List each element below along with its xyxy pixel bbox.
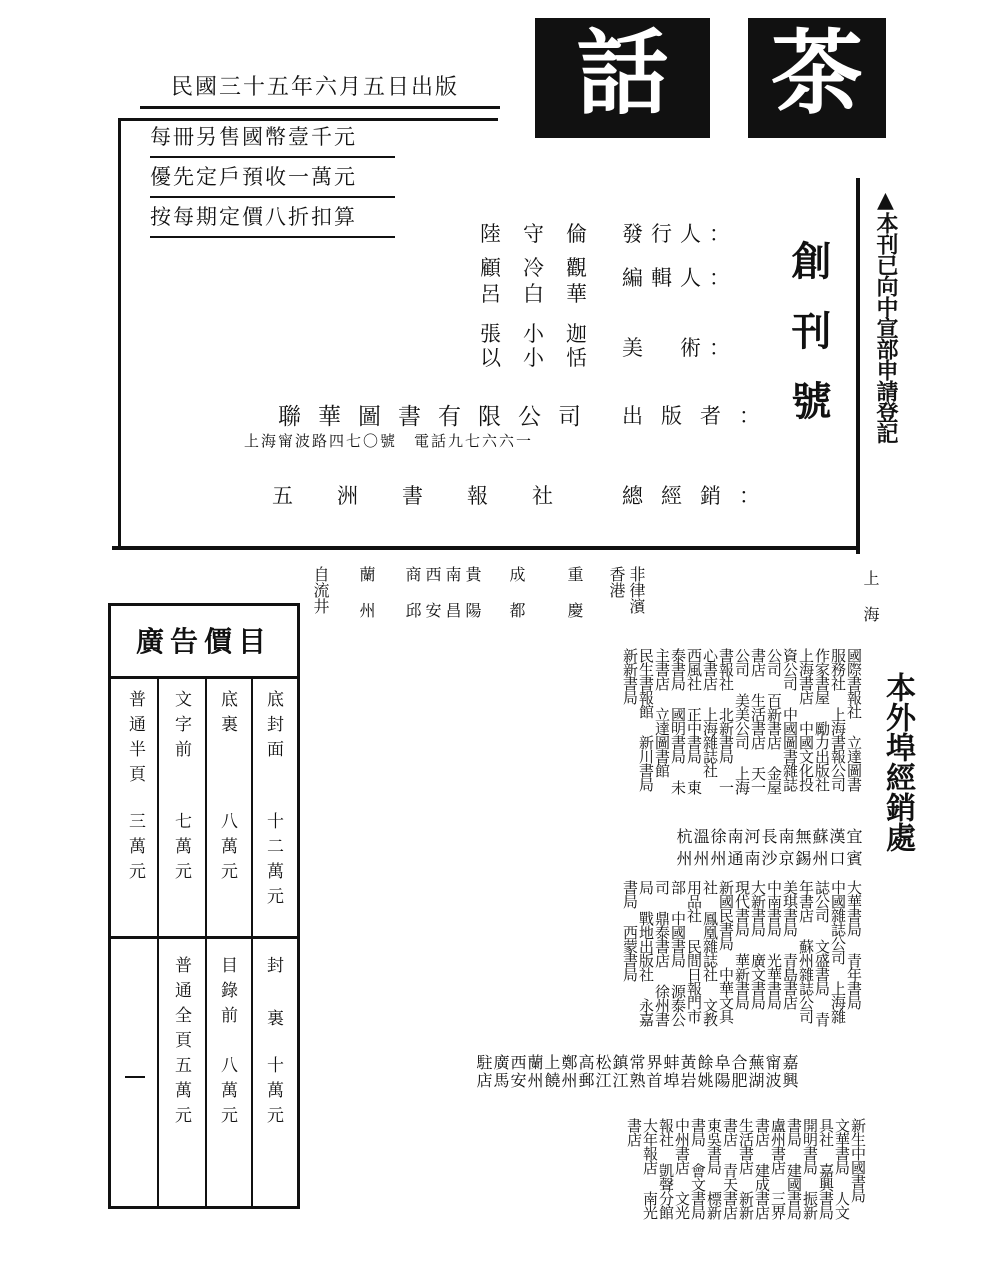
outlet-city: 合肥: [729, 1054, 748, 1090]
outlet-city: 香港: [607, 566, 626, 598]
outlet-city: 重慶: [565, 566, 584, 638]
shop: 現代書局: [733, 880, 751, 936]
staff-label-art: 美 術：: [622, 336, 738, 360]
ad-price: 八萬元: [217, 1056, 237, 1131]
outlet-city: 商邱: [403, 566, 422, 638]
outlet-city: 徐州: [708, 828, 727, 872]
shop: 新川書局: [637, 735, 655, 791]
outlet-city: 蘭州: [525, 1054, 544, 1090]
masthead-char-2: 話: [535, 18, 710, 138]
distributor-label: 總經銷：: [622, 484, 778, 508]
outlet-city: 杭州: [674, 828, 693, 872]
shop: 大華書局: [845, 880, 863, 936]
registration-notice: ▲本刊已向中宣部申請登記: [873, 188, 898, 443]
distributor-name: 五洲書報社: [272, 484, 597, 508]
ad-label: 普通全頁: [171, 956, 191, 1056]
shop: 建成書店: [753, 1163, 771, 1219]
shop: 美琪書局: [781, 880, 799, 936]
staff-label-publisher: 發行人：: [622, 222, 738, 246]
ad-label: 封裏: [263, 956, 283, 1062]
shop: 民生書報館: [637, 648, 655, 718]
outlet-city: 蚌埠: [661, 1054, 680, 1090]
outlet-city: 無錫: [793, 828, 812, 872]
masthead-char-1: 茶: [748, 18, 886, 138]
outlet-shops-shanghai: 國際書報社 立達圖書服務社 上海書報公司 作家書屋 勵力出版社 上海書店 中國文化投資公司 中國圖書雜誌公司 百新書店 金屋書店 生活書店 天一公司 美美公司 上海書報社 北新書局 一心書店 上海雜誌社 西風社 正中書局 東泰書局 國明書局 未主書店 立達圖書館 民生書報館 新川書局 新新書局: [621, 648, 863, 794]
outlet-city: 鎮江: [610, 1054, 629, 1090]
shop: 盧州書店: [769, 1118, 787, 1174]
staff-name: 張小迦: [480, 322, 609, 346]
shop: 文教用品社: [685, 880, 719, 1026]
shop: 勵力出版社: [813, 721, 831, 791]
outlets-heading: 本外埠經銷處: [880, 672, 915, 852]
shop: 凱聲分館: [657, 1163, 675, 1219]
date-line: 民國三十五年六月五日出版: [170, 75, 459, 100]
outlet-city: 西安: [508, 1054, 527, 1090]
shop: 上海雜誌社: [701, 707, 719, 777]
shop: 生活書店: [737, 1118, 755, 1174]
date-underline: [140, 106, 500, 109]
ad-label: 底裏: [217, 690, 237, 740]
ad-empty-dash: [125, 1076, 145, 1078]
staff-label-editor: 編輯人：: [622, 266, 738, 290]
frame-top: [118, 118, 498, 121]
shop: 上海雜誌公司: [813, 880, 847, 1023]
shop: 未主書店: [653, 648, 687, 794]
shop: 中南書局: [765, 880, 783, 936]
shop: 大新書局: [749, 880, 767, 936]
shop: 東泰書局: [669, 648, 703, 794]
shop: 東吳書局: [705, 1118, 723, 1174]
staff-name: 呂白華: [480, 282, 609, 306]
shop: 西蒙書局: [621, 925, 639, 981]
price-notes: [150, 122, 395, 242]
outlet-city: 南通: [725, 828, 744, 872]
shop: 戰地出版社: [637, 911, 655, 981]
shop: 天一公司: [733, 648, 767, 794]
ad-col-divider: [251, 676, 253, 1206]
outlet-city: 蘭州: [357, 566, 376, 638]
outlet-cities-low: [328, 1054, 798, 1114]
shop: 正中書局: [685, 707, 703, 763]
shop: 振新書局: [785, 1118, 819, 1219]
shop: 嘉興書局: [817, 1163, 835, 1219]
ad-price: 七萬元: [171, 812, 191, 887]
shop: 文盛書局: [813, 939, 831, 995]
outlet-city: 常熟: [627, 1054, 646, 1090]
shop: 美美公司: [733, 693, 751, 749]
outlet-city: 河南: [742, 828, 761, 872]
shop: 大年報店: [641, 1118, 659, 1174]
shop: 立達圖書館: [653, 707, 671, 777]
ad-rates-table: [108, 603, 300, 1209]
outlet-city: 松江: [593, 1054, 612, 1090]
shop: 青島書店: [781, 953, 799, 1009]
shop: 廣文書局: [749, 953, 767, 1009]
outlet-city: 長沙: [759, 828, 778, 872]
shop: 會文書局: [689, 1163, 707, 1219]
ad-price: 十萬元: [263, 1056, 283, 1131]
outlet-city: 成都: [507, 566, 526, 638]
publisher-address: 上海甯波路四七〇號 電話九七六六一: [244, 432, 534, 450]
outlet-city: 餘姚: [695, 1054, 714, 1090]
outlet-city: 駐店: [474, 1054, 493, 1090]
shop: 中國書局: [669, 911, 687, 967]
shop: 文華書局: [833, 1118, 851, 1174]
shop: 上海書店: [797, 648, 815, 704]
shop: 中國雜誌公司: [829, 880, 847, 964]
outlet-city: 西安: [423, 566, 442, 638]
outlet-city: 高郵: [576, 1054, 595, 1090]
ad-price: 五萬元: [171, 1056, 191, 1131]
outlet-city: 漢口: [827, 828, 846, 872]
shop: 新國民書局: [717, 880, 735, 950]
ad-label: 目錄前: [217, 956, 237, 1031]
outlet-shops-mid: [312, 880, 862, 1030]
issue-title: 創刊號: [785, 240, 832, 450]
ad-col-divider: [157, 676, 159, 1206]
outlet-city: 貴陽: [463, 566, 482, 638]
ad-col-divider: [205, 676, 207, 1206]
shop: 開明書局: [801, 1118, 819, 1174]
shop: 中華文具社: [701, 880, 735, 1023]
shop: 光華書局: [765, 953, 783, 1009]
shop: 源泰公司: [653, 880, 687, 1026]
ad-price: 三萬元: [125, 812, 145, 887]
frame-right: [856, 178, 860, 554]
shop: 新新書店: [721, 1118, 755, 1219]
staff-name: 顧冷觀: [480, 256, 609, 280]
staff-name: 陸守倫: [480, 222, 609, 246]
shop: 北新書局: [717, 707, 735, 763]
ad-row-divider: [111, 936, 297, 939]
shop: 鳳凰雜誌社: [701, 911, 719, 981]
outlet-city: 上海: [861, 570, 880, 642]
shop: 中州書店: [673, 1118, 691, 1174]
ad-price: 八萬元: [217, 812, 237, 887]
publisher-name: 聯華圖書有限公司: [278, 404, 598, 430]
shop: 中國文化投資公司: [781, 648, 815, 791]
shop: 百新書店: [765, 693, 783, 749]
shop: 作家書屋: [813, 648, 831, 704]
outlet-city: 南昌: [443, 566, 462, 638]
shop: 金屋書店: [749, 648, 783, 794]
outlet-city: 鄭州: [559, 1054, 578, 1090]
ad-label: 底封面: [263, 690, 283, 765]
shop: 上海書報公司: [829, 707, 847, 791]
shop: 立達圖書服務社: [829, 648, 863, 791]
outlet-city: 非律濱: [627, 566, 646, 614]
shop: 建國書局: [785, 1163, 803, 1219]
price-note: 按每期定價八折扣算: [150, 202, 395, 238]
shop: 青年書局: [845, 953, 863, 1009]
outlet-city: 上饒: [542, 1054, 561, 1090]
shop: 蘇州雜誌公司: [797, 939, 815, 1023]
outlet-cities-mid: [312, 828, 862, 872]
outlet-city: 黃岩: [678, 1054, 697, 1090]
outlet-city: 南京: [776, 828, 795, 872]
shop: 新新書局: [621, 648, 639, 704]
shop: 上海書報社: [717, 648, 751, 794]
outlet-city: 自流井: [311, 566, 330, 614]
outlet-city: 宜賓: [844, 828, 863, 872]
shop: 南光書店: [625, 1118, 659, 1219]
shop: 一心書店: [701, 648, 735, 794]
shop: 民間日報門市部: [669, 880, 703, 1023]
shop: 標新書局: [689, 1118, 723, 1219]
shop: 西風社: [685, 648, 703, 690]
shop: 國明書局: [669, 707, 687, 763]
outlet-city: 蕪湖: [746, 1054, 765, 1090]
shop: 永嘉書局: [621, 880, 655, 1026]
frame-left: [118, 118, 121, 546]
shop: 新生中國書局: [849, 1118, 867, 1202]
shop: 徐州書局: [637, 880, 671, 1026]
shop: 青天書店: [721, 1163, 739, 1219]
shop: 生活書店: [749, 693, 767, 749]
frame-bottom: [112, 546, 860, 550]
ad-rates-title: 廣告價目: [111, 606, 297, 679]
outlet-city: 阜陽: [712, 1054, 731, 1090]
shop: 三界書店: [753, 1118, 787, 1219]
shop: 文光報社: [657, 1118, 691, 1219]
shop: 鼎泰書店: [653, 911, 671, 967]
shop: 中國圖書雜誌公司: [765, 648, 799, 791]
shop: 華新書局: [733, 953, 751, 1009]
ad-label: 文字前: [171, 690, 191, 765]
outlet-city: 蘇州: [810, 828, 829, 872]
price-note: 每冊另售國幣壹千元: [150, 122, 395, 158]
price-note: 優先定戶預收一萬元: [150, 162, 395, 198]
shop: 人文具社: [817, 1118, 851, 1219]
ad-label: 普通半頁: [125, 690, 145, 790]
outlet-city: 溫州: [691, 828, 710, 872]
outlet-city: 廣馬: [491, 1054, 510, 1090]
outlet-shops-low: [326, 1118, 866, 1228]
publisher-label: 出版者：: [622, 404, 778, 428]
outlet-city: 甯波: [763, 1054, 782, 1090]
outlet-city: 嘉興: [780, 1054, 799, 1090]
staff-name: 以小恬: [480, 346, 609, 370]
shop: 青年書店: [797, 880, 831, 1026]
outlet-city: 界首: [644, 1054, 663, 1090]
ad-price: 十二萬元: [263, 812, 283, 912]
